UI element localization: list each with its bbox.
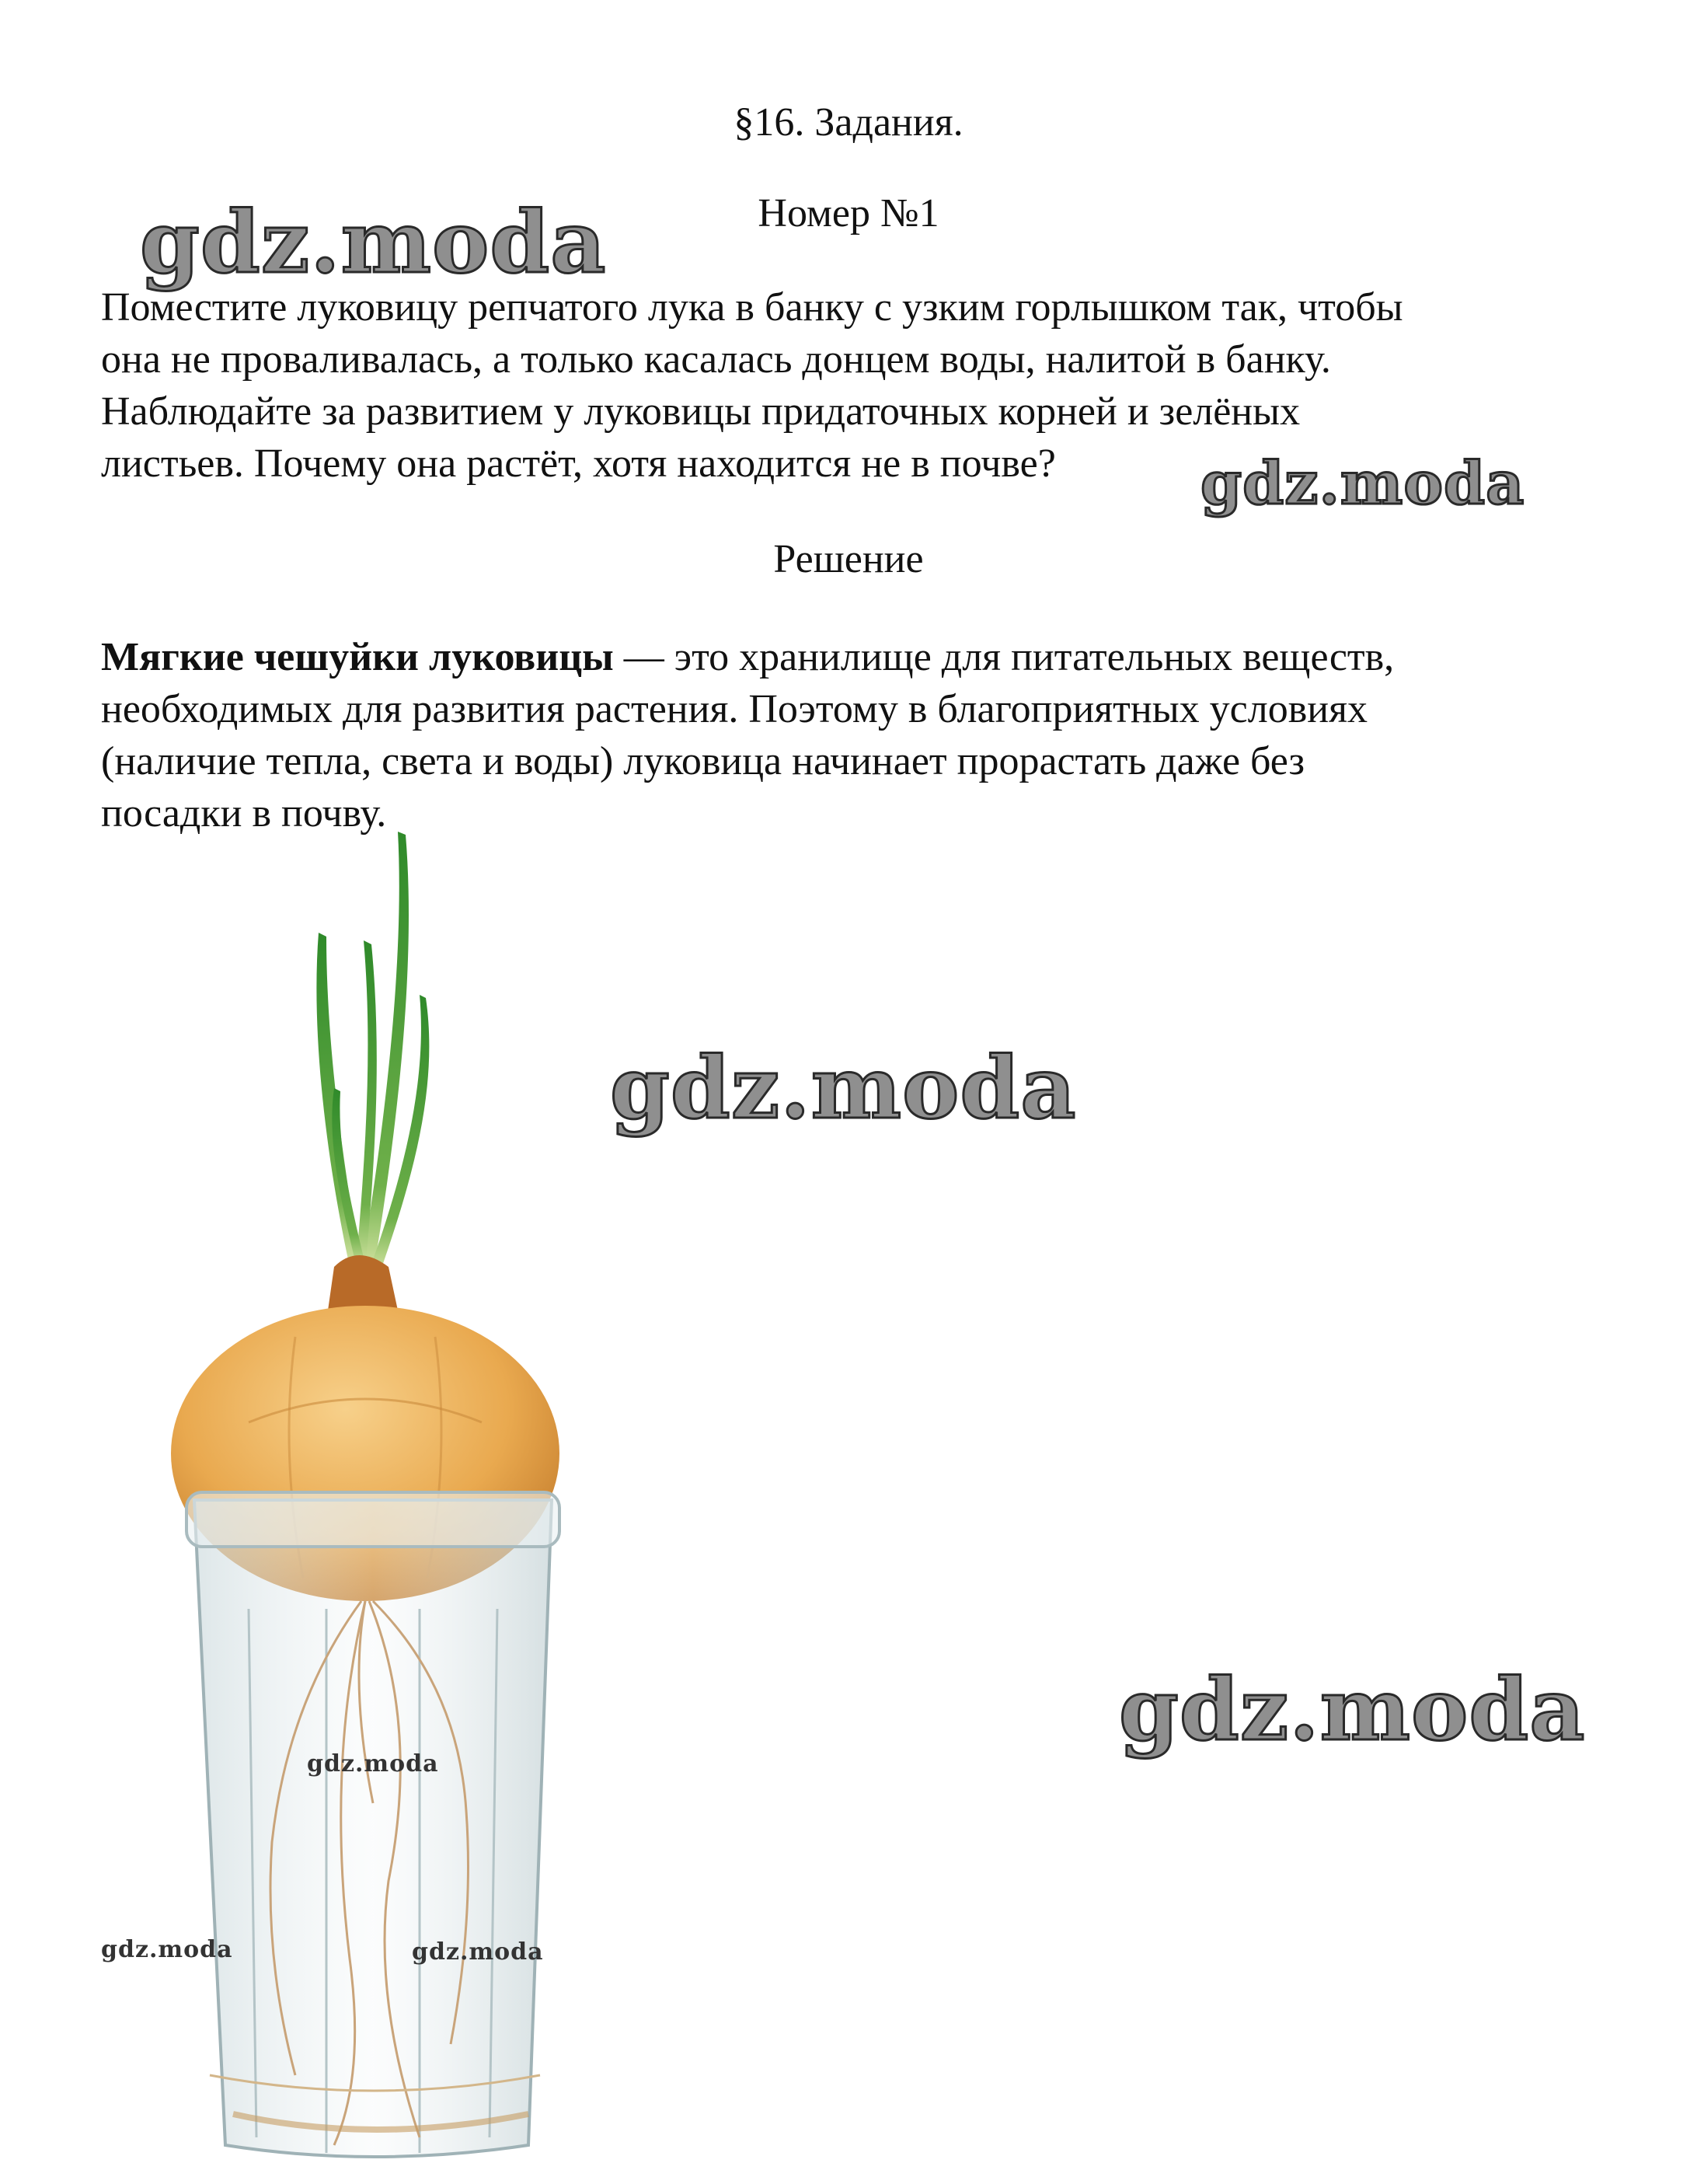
answer-line: посадки в почву.: [101, 791, 387, 836]
solution-heading: Решение: [773, 537, 924, 581]
watermark: gdz.moda: [101, 1936, 233, 1963]
watermark: gdz.moda: [1200, 448, 1525, 518]
watermark: gdz.moda: [307, 1750, 439, 1778]
watermark: gdz.moda: [140, 192, 607, 292]
answer-bold-term: Мягкие чешуйки луковицы: [101, 635, 614, 679]
answer-line-rest: — это хранилище для питательных веществ,: [613, 635, 1395, 679]
answer-text: [101, 631, 1608, 839]
task-number: Номер №1: [758, 191, 939, 235]
task-line: листьев. Почему она растёт, хотя находится не в почве?: [101, 441, 1056, 486]
watermark: gdz.moda: [412, 1938, 544, 1966]
watermark: gdz.moda: [1119, 1659, 1586, 1760]
answer-line: необходимых для развития растения. Поэтому в благоприятных условиях: [101, 687, 1368, 731]
answer-line: [101, 631, 1608, 683]
task-line: Наблюдайте за развитием у луковицы придаточных корней и зелёных: [101, 389, 1301, 434]
task-line: она не проваливалась, а только касалась донцем воды, налитой в банку.: [101, 337, 1331, 382]
task-line: Поместите луковицу репчатого лука в банку с узким горлышком так, чтобы: [101, 285, 1403, 330]
answer-line: (наличие тепла, света и воды) луковица начинает прорастать даже без: [101, 739, 1305, 783]
watermark: gdz.moda: [610, 1038, 1077, 1138]
section-heading: §16. Задания.: [734, 100, 963, 145]
